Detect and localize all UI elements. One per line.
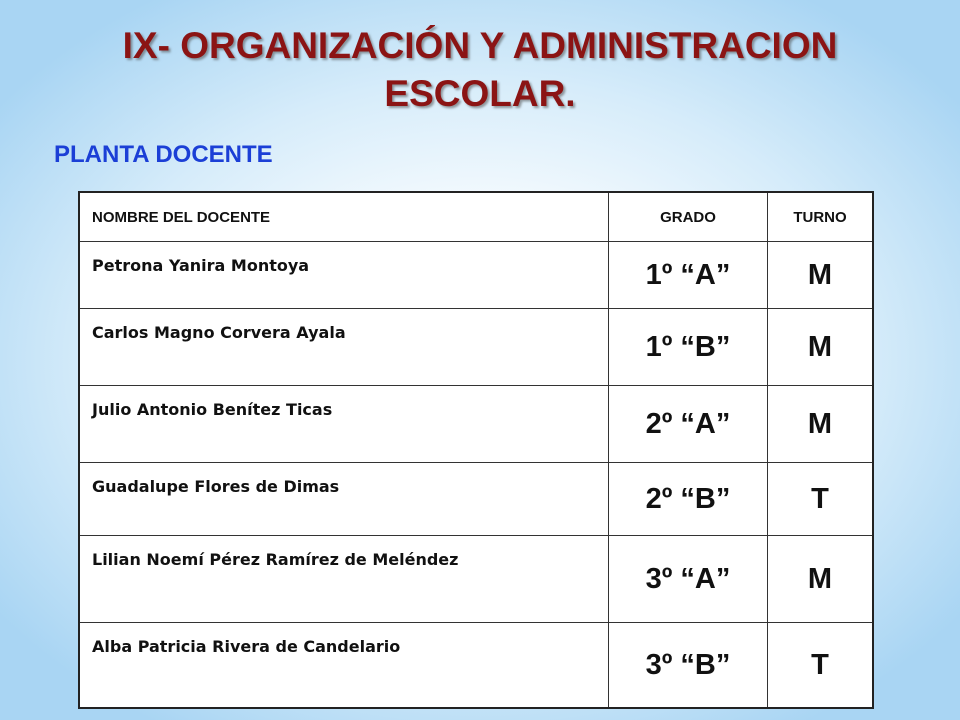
cell-nombre: Alba Patricia Rivera de Candelario bbox=[79, 623, 609, 709]
table-header-row bbox=[79, 192, 873, 242]
cell-nombre: Lilian Noemí Pérez Ramírez de Meléndez bbox=[79, 536, 609, 623]
cell-turno: M bbox=[768, 309, 874, 386]
slide-title-line-1: IX- ORGANIZACIÓN Y ADMINISTRACION bbox=[122, 25, 838, 66]
cell-grado: 3º “B” bbox=[609, 623, 768, 709]
cell-turno: T bbox=[768, 463, 874, 536]
cell-nombre: Guadalupe Flores de Dimas bbox=[79, 463, 609, 536]
header-nombre: NOMBRE DEL DOCENTE bbox=[79, 192, 609, 242]
table-row bbox=[79, 623, 873, 709]
cell-turno: M bbox=[768, 536, 874, 623]
cell-grado: 2º “B” bbox=[609, 463, 768, 536]
slide-title bbox=[0, 22, 960, 118]
cell-grado: 1º “A” bbox=[609, 242, 768, 309]
table-row bbox=[79, 386, 873, 463]
table-row bbox=[79, 242, 873, 309]
cell-nombre: Carlos Magno Corvera Ayala bbox=[79, 309, 609, 386]
cell-nombre: Petrona Yanira Montoya bbox=[79, 242, 609, 309]
slide-subtitle: PLANTA DOCENTE bbox=[54, 141, 273, 168]
cell-grado: 2º “A” bbox=[609, 386, 768, 463]
cell-grado: 3º “A” bbox=[609, 536, 768, 623]
cell-nombre: Julio Antonio Benítez Ticas bbox=[79, 386, 609, 463]
header-grado: GRADO bbox=[609, 192, 768, 242]
cell-turno: M bbox=[768, 386, 874, 463]
header-turno: TURNO bbox=[768, 192, 874, 242]
slide-title-line-2: ESCOLAR. bbox=[384, 73, 576, 114]
cell-turno: M bbox=[768, 242, 874, 309]
cell-grado: 1º “B” bbox=[609, 309, 768, 386]
table-row bbox=[79, 463, 873, 536]
table-row bbox=[79, 536, 873, 623]
docentes-table bbox=[78, 191, 874, 709]
cell-turno: T bbox=[768, 623, 874, 709]
table-row bbox=[79, 309, 873, 386]
